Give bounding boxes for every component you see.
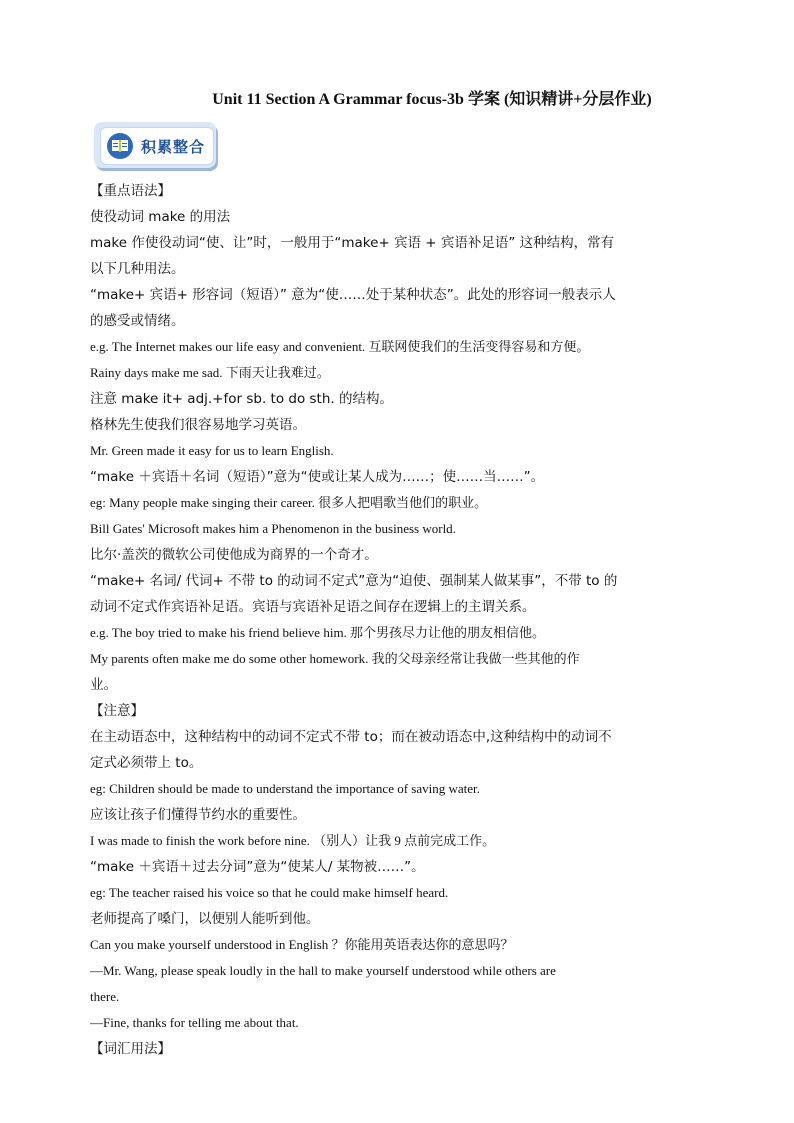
- text-line: 比尔·盖茨的微软公司使他成为商界的一个奇才。: [90, 547, 378, 563]
- example-line: eg: Children should be made to understand the importance of saving water.: [90, 781, 480, 796]
- text-line: 使役动词 make 的用法: [90, 209, 231, 225]
- example-line: Can you make yourself understood in English ？你能用英语表达你的意思吗？: [90, 937, 514, 952]
- example-line: My parents often make me do some other homework. 我的父母亲经常让我做一些其他的作: [90, 651, 580, 666]
- text-line: make 作使役动词“使、让”时，一般用于“make+ 宾语 + 宾语补足语” 这种结构，常有: [90, 235, 615, 251]
- text-line: 动词不定式作宾语补足语。宾语与宾语补足语之间存在逻辑上的主谓关系。: [90, 599, 536, 615]
- example-line: Mr. Green made it easy for us to learn English.: [90, 443, 334, 458]
- text-line: 定式必须带上 to。: [90, 755, 203, 771]
- document-body: [90, 178, 704, 1062]
- text-line: “make ＋宾语＋过去分词”意为“使某人/ 某物被……”。: [90, 859, 425, 875]
- text-line: 老师提高了嗓门，以便别人能听到他。: [90, 911, 320, 927]
- text-line: 格林先生使我们很容易地学习英语。: [90, 417, 306, 433]
- example-line: Bill Gates' Microsoft makes him a Phenomenon in the business world.: [90, 521, 456, 536]
- text-line: 以下几种用法。: [90, 261, 185, 277]
- example-line: I was made to finish the work before nine. （别人）让我 9 点前完成工作。: [90, 833, 496, 848]
- text-line: “make+ 宾语+ 形容词（短语）” 意为“使……处于某种状态”。此处的形容词一般表示人: [90, 287, 616, 303]
- example-line: e.g. The boy tried to make his friend believe him. 那个男孩尽力让他的朋友相信他。: [90, 625, 546, 640]
- text-line: 应该让孩子们懂得节约水的重要性。: [90, 807, 306, 823]
- text-line: “make ＋宾语＋名词（短语）”意为“使或让某人成为……；使……当……”。: [90, 469, 545, 485]
- book-icon: [107, 133, 133, 159]
- section-heading: 【词汇用法】: [90, 1041, 171, 1057]
- page-title: Unit 11 Section A Grammar focus-3b 学案 (知识精讲+分层作业): [212, 91, 652, 108]
- example-line: —Mr. Wang, please speak loudly in the hall to make yourself understood while others are: [90, 963, 556, 978]
- badge-label: 积累整合: [141, 138, 206, 156]
- example-line: eg: Many people make singing their career. 很多人把唱歌当他们的职业。: [90, 495, 488, 510]
- example-line: —Fine, thanks for telling me about that.: [90, 1015, 299, 1030]
- text-line: 业。: [90, 677, 117, 693]
- section-badge: [94, 122, 218, 170]
- text-line: 在主动语态中，这种结构中的动词不定式不带 to；而在被动语态中,这种结构中的动词不: [90, 729, 612, 745]
- text-line: 注意 make it+ adj.+for sb. to do sth. 的结构。: [90, 391, 393, 407]
- example-line: eg: The teacher raised his voice so that he could make himself heard.: [90, 885, 449, 900]
- example-line: e.g. The Internet makes our life easy and convenient. 互联网使我们的生活变得容易和方便。: [90, 339, 590, 354]
- section-heading: 【重点语法】: [90, 183, 171, 199]
- text-line: 的感受或情绪。: [90, 313, 185, 329]
- text-line: “make+ 名词/ 代词+ 不带 to 的动词不定式”意为“迫使、强制某人做某事”，不带 to 的: [90, 573, 618, 589]
- example-line: there.: [90, 989, 120, 1004]
- section-heading: 【注意】: [90, 703, 144, 719]
- example-line: Rainy days make me sad. 下雨天让我难过。: [90, 365, 330, 380]
